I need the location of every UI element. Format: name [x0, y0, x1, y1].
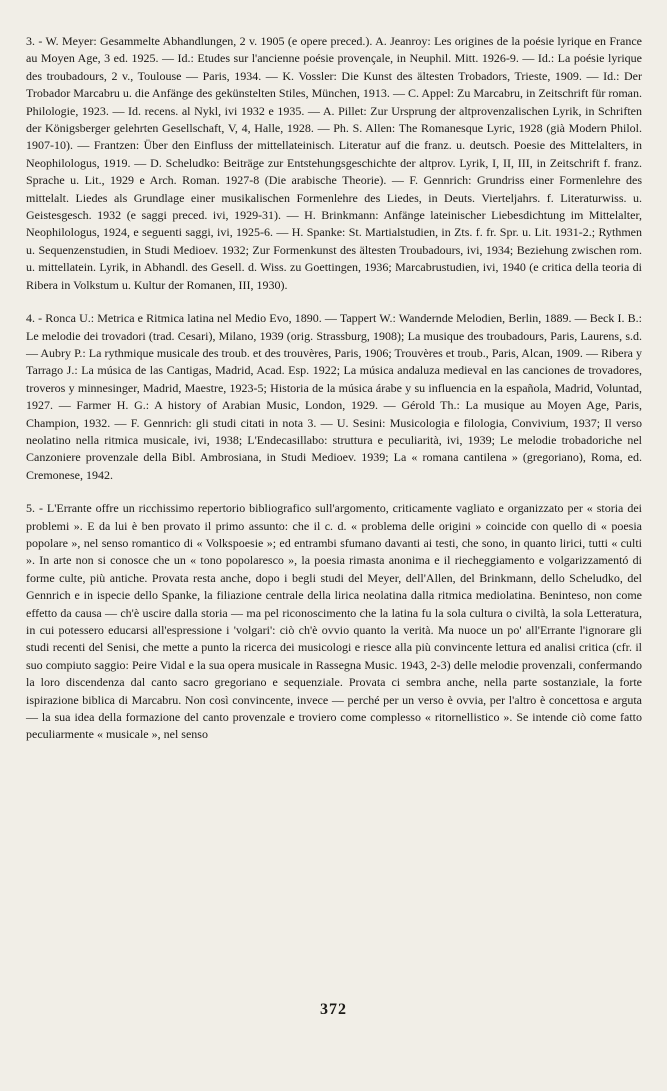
footnote-3: 3. - W. Meyer: Gesammelte Abhandlungen, 2 v. 1905 (e opere preced.). A. Jeanroy: Les origines de la poésie lyrique en France au Moyen Age, 3 ed. 1925. — Id.: Etudes sur l'ancienne poésie provençale, in Neuphil. Mitt. 1926-9. — Id.: La poésie lyrique des troubadours, 2 v., Toulouse — Paris, 1934. — K. Vossler: Die Kunst des ältesten Trobadors, Trieste, 1909. — Id.: Der Trobador Marcabru u. die Anfänge des gekünstelten Stiles, München, 1913. — C. Appel: Zu Marcabru, in Zeitschrift für roman. Philologie, 1923. — Id. recens. al Nykl, ivi 1932 e 1935. — A. Pillet: Zur Ursprung der altprovenzalischen Lyrik, in Schriften der Königsberger gelehrten Gesellschaft, V, 4, Halle, 1928. — Ph. S. Allen: The Romanesque Lyric, 1928 (già Modern Philol. 1907-10). — Frantzen: Über den Einfluss der mittellateinisch. Literatur auf die franz. u. deutsch. Poesie des Mittelalters, in Neophilologus, 1919. — D. Scheludko: Beiträge zur Entstehungsgeschichte der altprov. Lyrik, I, II, III, in Zeitschrift f. franz. Sprache u. Lit., 1929 e Arch. Roman. 1927-8 (Die arabische Theorie). — F. Gennrich: Grundriss einer Formenlehre des mittelalt. Liedes als Grundlage einer musikalischen Formenlehre des Liedes, in Deuts. Vierteljahrs. f. Literaturwiss. u. Geistesgesch. 1932 (e saggi preced. ivi, 1929-31). — H. Brinkmann: Anfänge lateinischer Liebesdichtung im Mittelalter, Neophilologus, 1924, e seguenti saggi, ivi, 1925-6. — H. Spanke: St. Martialstudien, in Zts. f. fr. Spr. u. Lit. 1931-2.; Rythmen u. Sequenzenstudien, in Studi Medioev. 1932; Zur Formenkunst des ältesten Troubadours, ivi, 1934; Beziehung zwischen rom. u. mittellatein. Lyrik, in Abhandl. des Gesell. d. Wiss. zu Goettingen, 1936; Marcabrustudien, ivi, 1940 (e critica della teoria di Ribera in Volkstum u. Kultur der Romanen, III, 1930).: [26, 34, 642, 292]
paragraph-spacer: [26, 484, 642, 500]
paragraph-spacer: [26, 294, 642, 310]
footnote-5: 5. - L'Errante offre un ricchissimo repertorio bibliografico sull'argomento, criticamente vagliato e organizzato per « storia dei problemi ». E da lui è ben provato il primo assunto: che il c. d. « problema delle origini » coincide con quello di « poesia popolare », nel senso romantico di « Volkspoesie »; ed entrambi sfumano davanti ai testi, che sono, in quanto lirici, tutti « culti ». In arte non si conosce che un « tono popolaresco », la poesia rimasta anonima e il riecheggiamento e volgarizzamentó di forme culte, più antiche. Provata resta anche, dopo i begli studi del Meyer, dell'Allen, del Brinkmann, dello Scheludko, del Gennrich e in ispecie dello Spanke, la filiazione centrale della lirica neolatina dalla ritmica mediolatina. Beninteso, non come effetto da causa — ch'è uscire dalla storia — ma pel riconoscimento che la latina fu la sola cultura o civiltà, la sola Letteratura, in cui potessero educarsi all'espressione i 'volgari': ciò ch'è ovvio quanto la verità. Ma nuoce un po' all'Errante l'ignorare gli studi recenti del Senisi, che mette a punto la ricerca dei musicologi e riesce alla più convincente lettura ed analisi critica (cfr. il suo compiuto saggio: Peire Vidal e la sua opera musicale in Rassegna Music. 1943, 2-3) delle melodie provenzali, confermando la loro discendenza dal canto sacro gregoriano e sequenziale. Provata ci sembra anche, nella parte sostanziale, la forte ispirazione biblica di Marcabru. Non così convincente, invece — perché per un verso è ovvia, per l'altro è concettosa e arguta — la sua idea della formazione del canto provenzale e troviero come complesso « ritornellistico ». Se intende ciò come fatto peculiarmente « musicale », nel senso: [26, 501, 642, 742]
page-number: 372: [320, 1001, 347, 1018]
footnote-4: 4. - Ronca U.: Metrica e Ritmica latina nel Medio Evo, 1890. — Tappert W.: Wandernde Melodien, Berlin, 1889. — Beck I. B.: Le melodie dei trovadori (trad. Cesari), Milano, 1939 (orig. Strassburg, 1908); La musique des troubadours, Paris, Laurens, s.d. — Aubry P.: La rythmique musicale des troub. et des trouvères, Paris, 1906; Trouvères et troub., Paris, Alcan, 1909. — Ribera y Tarrago J.: La música de las Cantigas, Madrid, Acad. Esp. 1922; La música andaluza medieval en las canciones de trovadores, troveros y minnesinger, Madrid, Maestre, 1923-5; Historia de la música árabe y su influencia en la española, Madrid, Voluntad, 1927. — Farmer H. G.: A history of Arabian Music, London, 1929. — Gérold Th.: La musique au Moyen Age, Paris, Champion, 1932. — F. Gennrich: gli studi citati in nota 3. — U. Sesini: Musicologia e filologia, Convivium, 1937; Il verso neolatino nella ritmica musicale, ivi, 1938; L'Endecasillabo: struttura e peculiarità, ivi, 1939; Le melodie trobadoriche nel Canzoniere provenzale della Bibl. Ambrosiana, in Studi Medioev. 1939; La « romana cantilena » (gregoriano), Roma, ed. Cremonese, 1942.: [26, 311, 642, 482]
